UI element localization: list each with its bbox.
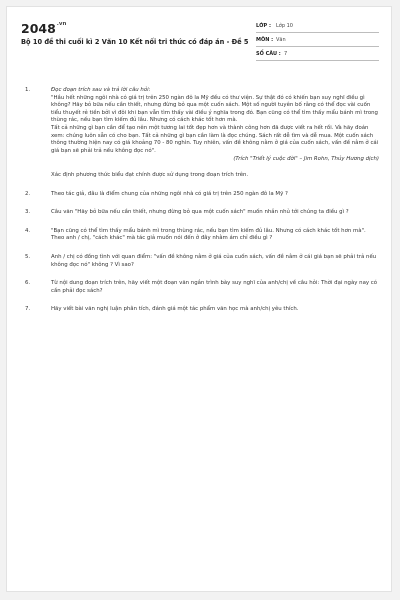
question-text: Hãy viết bài văn nghị luận phân tích, đánh giá một tác phẩm văn học mà anh/chị yêu thích. [51, 306, 299, 313]
passage-paragraph: Tất cả những gì bạn cần để tạo nên một tương lai tốt đẹp hơn và thành công hơn đã được viết ra hết rồi. Và hãy đoán xem: chúng luôn sẵn có cho bạn. Tất cả những gì bạn cần làm là đọc chúng. Sách rất dễ tìm và dễ mua. Một cuốn sách thông thường hiện nay có giá khoảng 70 - 80 nghìn. Tuy nhiên, vấn đề không nằm ở giá của cuốn sách, vấn đề nằm ở cái giá bạn sẽ phải trả nếu không đọc nó". [51, 124, 379, 154]
question-text: Câu văn "Hãy bỏ bữa nếu cần thiết, nhưng đừng bỏ qua một cuốn sách" muốn nhắn nhủ tới chúng ta điều gì ? [51, 209, 349, 216]
meta-row-question-count [256, 49, 379, 61]
question-4 [21, 228, 379, 243]
meta-value: Văn [276, 37, 286, 43]
question-number: 2. [25, 190, 31, 197]
question-number: 7. [25, 306, 31, 313]
question-3 [21, 209, 379, 217]
questions-list [21, 87, 379, 314]
meta-value: 7 [284, 51, 288, 57]
question-number: 5. [25, 253, 31, 260]
meta-value: Lớp 10 [276, 23, 293, 29]
site-logo[interactable] [21, 21, 66, 36]
question-text: Theo tác giả, đâu là điểm chung của những ngôi nhà có giá trị trên 250 ngàn đô la Mỹ ? [51, 190, 288, 197]
meta-row-subject [256, 35, 379, 47]
question-number: 4. [25, 227, 31, 234]
worksheet-header [21, 21, 379, 65]
meta-label: MÔN : [256, 37, 274, 43]
logo-text: 2048 [21, 21, 56, 36]
question-number: 3. [25, 209, 31, 216]
worksheet-page [6, 6, 392, 592]
passage-source: (Trích "Triết lý cuộc đời" – Jim Rohn, Thủy Hương dịch) [233, 156, 379, 163]
meta-label: SỐ CÂU : [256, 51, 281, 57]
question-number: 6. [25, 280, 31, 287]
question-text: "Bạn cũng có thể tìm thấy mẩu bánh mì trong thùng rác, nếu bạn tìm kiếm đủ lâu. Nhưng có cách khác tốt hơn mà". Theo anh / chị, "cách khác" mà tác giả muốn nói đến ở đây nhằm ám chỉ điều gì ? [51, 227, 366, 242]
meta-label: LỚP : [256, 23, 271, 29]
question-text: Từ nội dung đoạn trích trên, hãy viết một đoạn văn ngắn trình bày suy nghĩ của anh/chị về câu hỏi: Thời đại ngày nay có cần phải đọc sách? [51, 280, 378, 294]
passage-paragraph: "Hầu hết những ngôi nhà có giá trị trên 250 ngàn đô la Mỹ đều có thư viện. Sự thật đó có khiến bạn suy nghĩ điều gì không? Hãy bỏ bữa nếu cần thiết, nhưng đừng bỏ qua một cuốn sách. Một số người tuyên bố rằng có thể đọc vài cuốn tiểu thuyết rẻ tiền bởi vì đôi khi bạn vẫn tìm thấy vài điều ý nghĩa trong đó. Bạn cũng có thể tìm thấy mẩu bánh mì trong thùng rác, nếu bạn tìm kiếm đủ lâu. Nhưng có cách khác tốt hơn mà. [51, 94, 378, 124]
question-number: 1. [25, 87, 31, 93]
question-task: Xác định phương thức biểu đạt chính được sử dụng trong đoạn trích trên. [51, 171, 249, 178]
question-7 [21, 306, 379, 314]
question-6 [21, 280, 379, 295]
question-instruction: Đọc đoạn trích sau và trả lời câu hỏi: [51, 87, 151, 93]
meta-table [256, 21, 379, 63]
question-1 [21, 87, 379, 180]
document-title: Bộ 10 đề thi cuối kì 2 Văn 10 Kết nối tri thức có đáp án - Đề 5 [21, 38, 249, 46]
question-5 [21, 254, 379, 269]
logo-suffix: .vn [56, 21, 67, 27]
question-2 [21, 191, 379, 199]
meta-row-class [256, 21, 379, 33]
question-text: Anh / chị có đồng tình với quan điểm: "vấn đề không nằm ở giá của cuốn sách, vấn đề nằm ở cái giá bạn sẽ phải trả nếu không đọc nó" không ? Vì sao? [51, 253, 377, 268]
